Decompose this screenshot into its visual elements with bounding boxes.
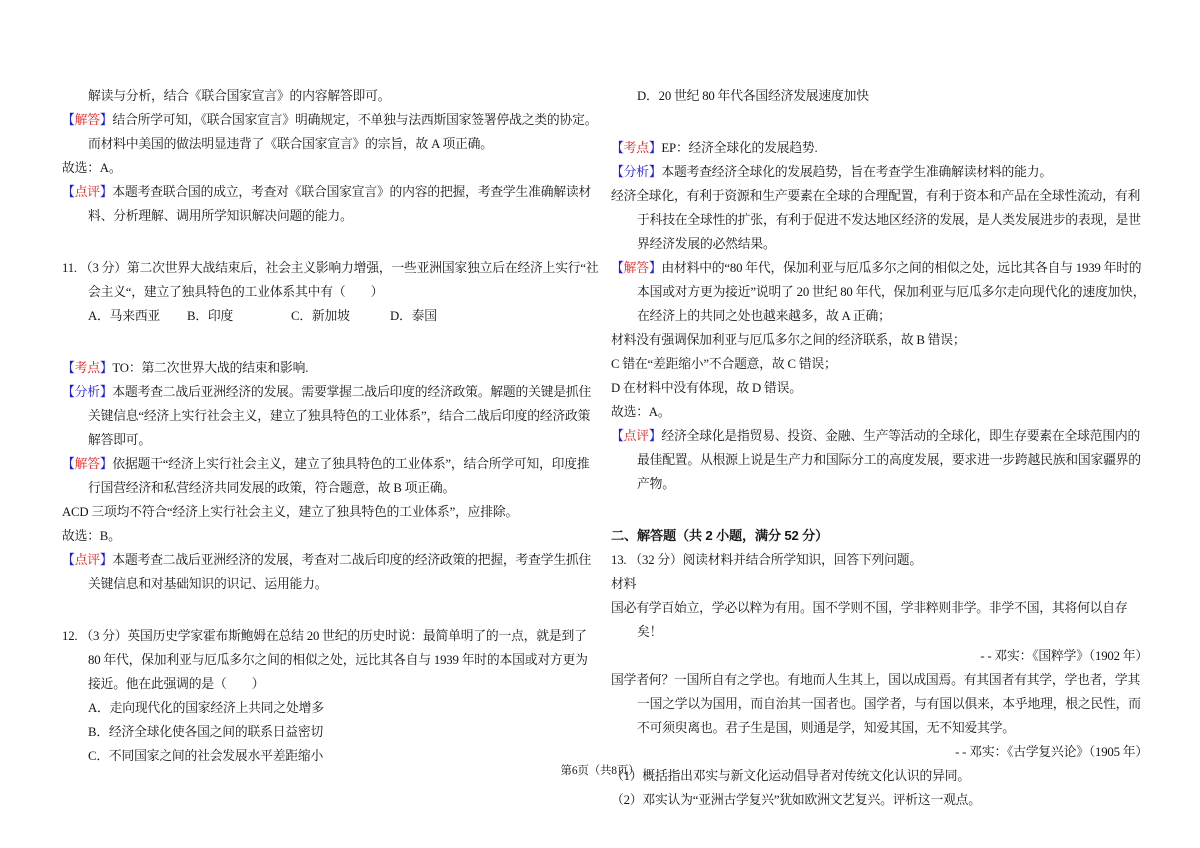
bracket-open: 【 (611, 141, 624, 155)
fenxi-label: 分析 (623, 165, 649, 179)
bracket-open: 【 (62, 361, 75, 375)
jieda-label: 解答 (623, 261, 649, 275)
q10-jieda-text: 结合所学可知，《联合国家宣言》明确规定，不单独与法西斯国家签署停战之类的协定。而材料中美国的做法明显违背了《联合国家宣言》的宗旨，故 A 项正确。 (88, 113, 598, 151)
page-footer: 第6页（共8页） (560, 765, 640, 777)
q10-answer-line: 故选：A。 (62, 161, 122, 175)
dianping-label: 点评 (74, 553, 100, 567)
blank-line (611, 496, 1148, 524)
q11-answer-line: 故选：B。 (62, 529, 121, 543)
q13-source2: - - 邓实：《古学复兴论》（1905 年） (955, 745, 1148, 759)
kaodian-label: 考点 (74, 361, 100, 375)
bracket-close: 】 (648, 141, 662, 155)
q12-jieda-text: 由材料中的“80 年代，保加利亚与厄瓜多尔之间的相似之处，远比其各自与 1939 年时的本国或对方更为接近”说明了 20 世纪 80 年代，保加利亚与厄瓜多尔走向现代化的速度加快，在经济上的共同之处也越来越多，故 A 正确； (637, 261, 1146, 323)
bracket-open: 【 (62, 185, 75, 199)
section2-title: 二、解答题（共 2 小题，满分 52 分） (611, 528, 829, 543)
q13-material2: 国学者何？一国所自有之学也。有地而人生其上，国以成国焉。有其国者有其学，学也者，学其一国之学以为国用，而自治其一国者也。国学者，与有国以俱来，本乎地理，根之民性，而不可须臾离也。君子生是国，则通是学，知爱其国，无不知爱其学。 (611, 673, 1141, 735)
bracket-close: 】 (99, 553, 113, 567)
bracket-close: 】 (648, 261, 662, 275)
q12-dianping-paragraph (611, 424, 1148, 496)
q13-subquestion-2: （2）邓实认为“亚洲古学复兴”犹如欧洲文艺复兴。评析这一观点。 (611, 793, 981, 807)
left-column (62, 84, 599, 768)
q11-kaodian-text: TO：第二次世界大战的结束和影响. (112, 361, 309, 375)
q12-option-a: A．走向现代化的国家经济上共同之处增多 (88, 701, 324, 715)
q11-jieda-paragraph (62, 452, 599, 500)
q11-fenxi-paragraph (62, 380, 599, 452)
bracket-open: 【 (611, 165, 624, 179)
q13-intro: 13. （32 分）阅读材料并结合所学知识，回答下列问题。 (611, 553, 922, 567)
q11-dianping-paragraph (62, 548, 599, 596)
bracket-close: 】 (99, 113, 113, 127)
q11-option-a: A．马来西亚 (88, 309, 161, 323)
q12-option-c: C．不同国家之间的社会发展水平差距缩小 (88, 749, 324, 763)
q12-fenxi-extra: 经济全球化，有利于资源和生产要素在全球的合理配置，有利于资本和产品在全球性流动，有利于科技在全球性的扩张，有利于促进不发达地区经济的发展，是人类发展进步的表现，是世界经济发展的必然结果。 (611, 189, 1141, 251)
q12-kaodian-paragraph (611, 136, 1148, 160)
q12-option-d: D．20 世纪 80 年代各国经济发展速度加快 (637, 89, 869, 103)
dianping-label: 点评 (623, 429, 649, 443)
q13-material1: 国必有学百始立，学必以粹为有用。国不学则不国，学非粹则非学。非学不国，其将何以自存矣！ (611, 601, 1128, 639)
q13-material-label: 材料 (611, 577, 637, 591)
bracket-open: 【 (62, 113, 75, 127)
kaodian-label: 考点 (623, 141, 649, 155)
bracket-close: 】 (99, 385, 113, 399)
q12-dianping-text: 经济全球化是指贸易、投资、金融、生产等活动的全球化，即生存要素在全球范围内的最佳配置。从根源上说是生产力和国际分工的高度发展，要求进一步跨越民族和国家疆界的产物。 (637, 429, 1141, 491)
bracket-open: 【 (62, 553, 75, 567)
blank-line (62, 328, 599, 356)
q11-stem: 11. （3 分）第二次世界大战结束后，社会主义影响力增强，一些亚洲国家独立后在经济上实行“社会主义“，建立了独具特色的工业体系其中有（ ） (62, 261, 599, 299)
right-column (611, 84, 1148, 812)
blank-line (62, 228, 599, 256)
q11-options-row (62, 304, 599, 328)
q12-b-wrong-line: 材料没有强调保加利亚与厄瓜多尔之间的经济联系，故 B 错误； (611, 333, 966, 347)
bracket-close: 】 (99, 185, 113, 199)
bracket-open: 【 (611, 429, 624, 443)
q12-stem: 12. （3 分）英国历史学家霍布斯鲍姆在总结 20 世纪的历史时说：最简单明了的一点，就是到了 80 年代，保加利亚与厄瓜多尔之间的相似之处，远比其各自与 1939 年时的本国或对方更为接近。他在此强调的是（ ） (62, 629, 588, 691)
q10-dianping-paragraph (62, 180, 599, 228)
bracket-open: 【 (62, 385, 75, 399)
q10-dianping-text: 本题考查联合国的成立，考查对《联合国家宣言》的内容的把握，考查学生准确解读材料、分析理解、调用所学知识解决问题的能力。 (88, 185, 592, 223)
q12-c-wrong-line: C 错在“差距缩小”不合题意，故 C 错误； (611, 357, 837, 371)
q12-fenxi-text: 本题考查经济全球化的发展趋势，旨在考查学生准确解读材料的能力。 (661, 165, 1052, 179)
q12-fenxi-paragraph (611, 160, 1148, 184)
q13-subquestion-1: （1）概括指出邓实与新文化运动倡导者对传统文化认识的异同。 (611, 769, 970, 783)
q12-d-wrong-line: D 在材料中没有体现，故 D 错误。 (611, 381, 802, 395)
dianping-label: 点评 (74, 185, 100, 199)
q11-exclude-line: ACD 三项均不符合“经济上实行社会主义，建立了独具特色的工业体系”，应排除。 (62, 505, 519, 519)
blank-line (62, 596, 599, 624)
q12-option-b: B．经济全球化使各国之间的联系日益密切 (88, 725, 324, 739)
bracket-open: 【 (62, 457, 75, 471)
blank-line (611, 108, 1148, 136)
jieda-label: 解答 (74, 113, 100, 127)
bracket-close: 】 (99, 457, 113, 471)
q10-jieda-paragraph (62, 108, 599, 156)
fenxi-label: 分析 (74, 385, 100, 399)
bracket-open: 【 (611, 261, 624, 275)
q11-option-b: B．印度 (187, 309, 234, 323)
q12-jieda-paragraph (611, 256, 1148, 328)
q13-source1: - - 邓实：《国粹学》（1902 年） (980, 649, 1148, 663)
q11-dianping-text: 本题考查二战后亚洲经济的发展，考查对二战后印度的经济政策的把握，考查学生抓住关键信息和对基础知识的识记、运用能力。 (88, 553, 592, 591)
q12-answer-line: 故选：A。 (611, 405, 671, 419)
q11-jieda-text: 依据题干“经济上实行社会主义，建立了独具特色的工业体系”，结合所学可知，印度推行国营经济和私营经济共同发展的政策，符合题意，故 B 项正确。 (88, 457, 590, 495)
q11-kaodian-paragraph (62, 356, 599, 380)
q12-kaodian-text: EP：经济全球化的发展趋势. (661, 141, 818, 155)
q10-analysis-tail: 解读与分析，结合《联合国家宣言》的内容解答即可。 (88, 89, 391, 103)
bracket-close: 】 (99, 361, 113, 375)
bracket-close: 】 (648, 165, 662, 179)
q11-fenxi-text: 本题考查二战后亚洲经济的发展。需要掌握二战后印度的经济政策。解题的关键是抓住关键信息“经济上实行社会主义，建立了独具特色的工业体系”，结合二战后印度的经济政策解答即可。 (88, 385, 592, 447)
jieda-label: 解答 (74, 457, 100, 471)
q11-option-d: D．泰国 (390, 309, 437, 323)
q11-option-c: C．新加坡 (291, 309, 350, 323)
bracket-close: 】 (648, 429, 662, 443)
